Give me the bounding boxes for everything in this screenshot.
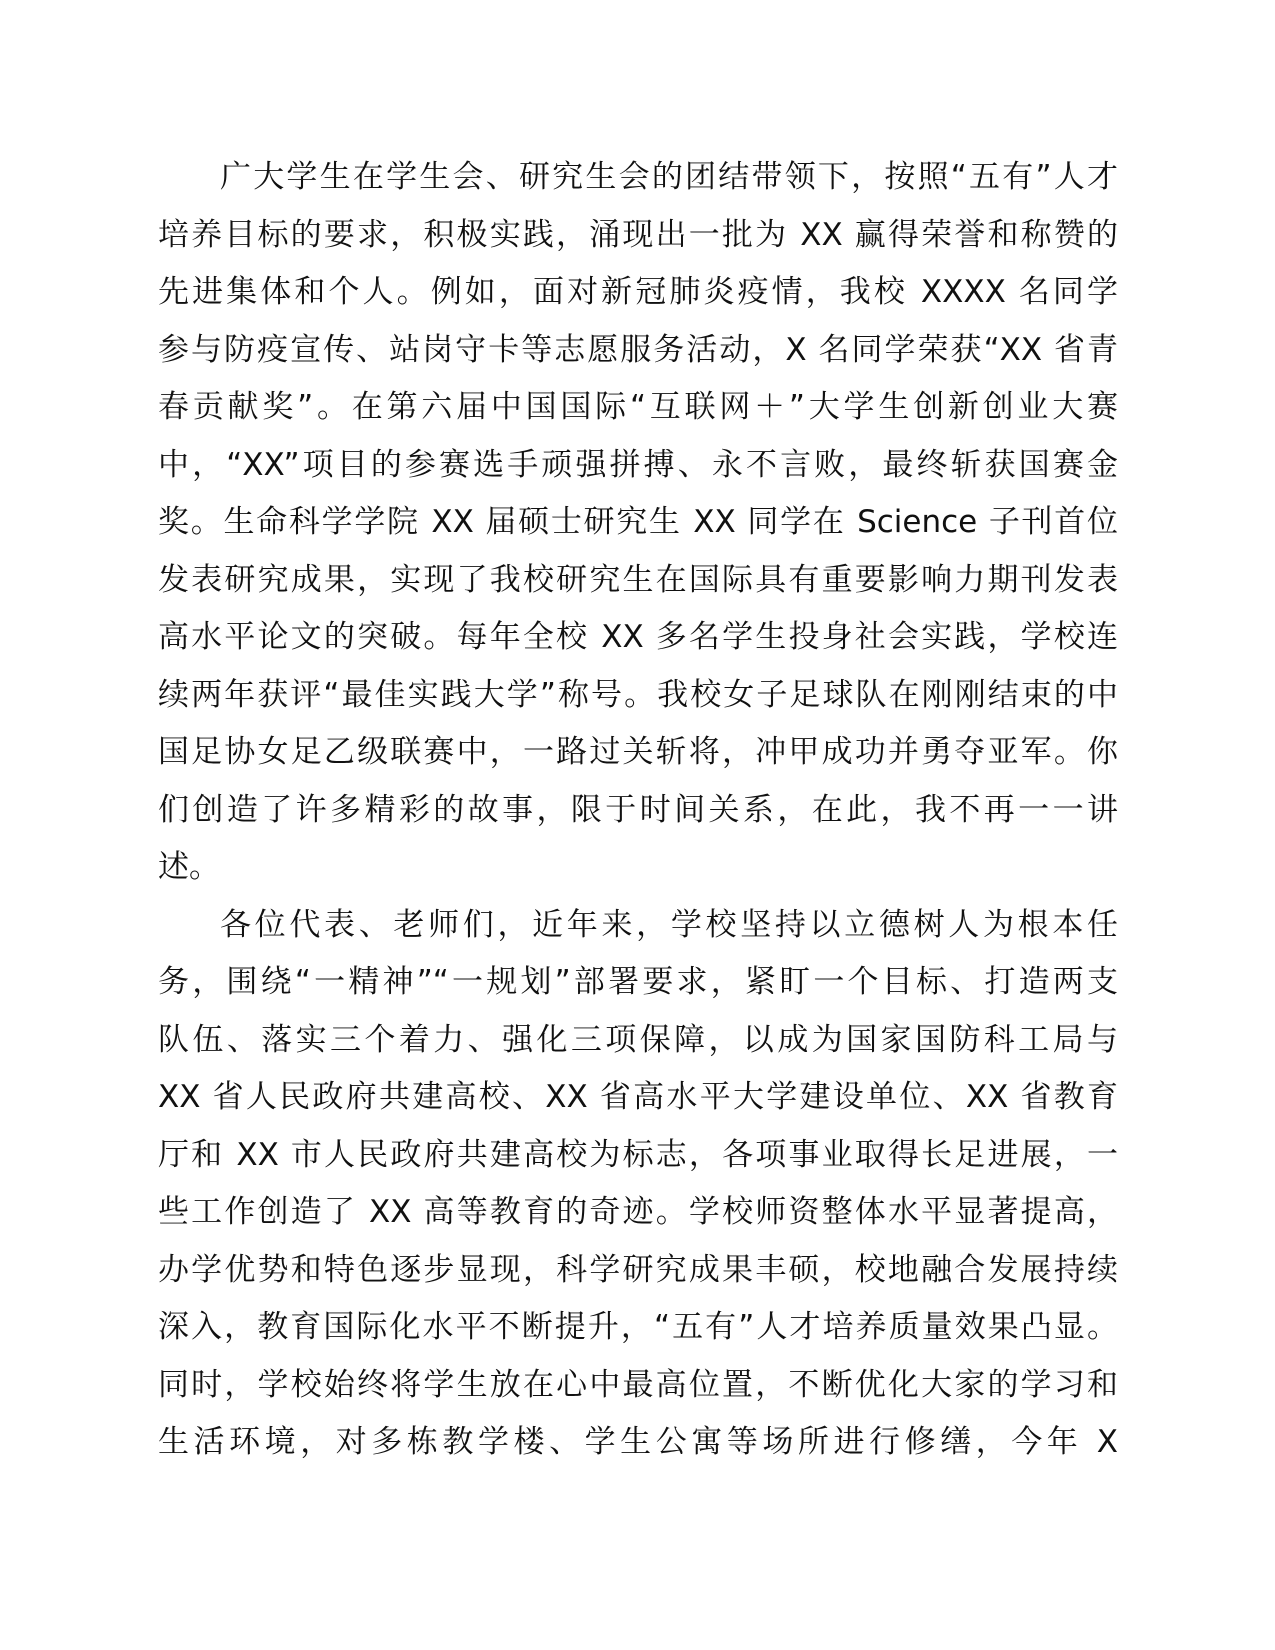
text-line: 续两年获评“最佳实践大学”称号。我校女子足球队在刚刚结束的中	[158, 676, 1118, 713]
text-line: 各位代表、老师们，近年来，学校坚持以立德树人为根本任	[220, 906, 1118, 943]
text-line: 奖。生命科学学院 XX 届硕士研究生 XX 同学在 Science 子刊首位	[158, 504, 1118, 540]
text-line: 培养目标的要求，积极实践，涌现出一批为 XX 赢得荣誉和称赞的	[158, 216, 1118, 253]
text-line: 中，“XX”项目的参赛选手顽强拼搏、永不言败，最终斩获国赛金	[158, 446, 1118, 483]
text-line: 务，围绕“一精神”“一规划”部署要求，紧盯一个目标、打造两支	[158, 964, 1118, 1000]
text-line: 生活环境，对多栋教学楼、学生公寓等场所进行修缮，今年 X	[158, 1424, 1118, 1460]
paragraph-student-achievements	[158, 149, 1118, 897]
text-line: 春贡献奖”。在第六届中国国际“互联网＋”大学生创新创业大赛	[158, 389, 1118, 425]
text-line: 参与防疫宣传、站岗守卡等志愿服务活动，X 名同学荣获“XX 省青	[158, 331, 1118, 368]
text-line: 办学优势和特色逐步显现，科学研究成果丰硕，校地融合发展持续	[158, 1251, 1118, 1288]
text-line: 深入，教育国际化水平不断提升，“五有”人才培养质量效果凸显。	[158, 1309, 1118, 1345]
text-line: 些工作创造了 XX 高等教育的奇迹。学校师资整体水平显著提高，	[158, 1194, 1118, 1230]
paragraph-school-progress	[158, 897, 1118, 1472]
text-line: 同时，学校始终将学生放在心中最高位置，不断优化大家的学习和	[158, 1366, 1118, 1403]
text-line: 先进集体和个人。例如，面对新冠肺炎疫情，我校 XXXX 名同学	[158, 274, 1118, 310]
text-line: 述。	[158, 849, 220, 885]
document-body	[158, 149, 1118, 1472]
text-line: 国足协女足乙级联赛中，一路过关斩将，冲甲成功并勇夺亚军。你	[158, 734, 1118, 770]
text-line: 队伍、落实三个着力、强化三项保障，以成为国家国防科工局与	[158, 1021, 1118, 1058]
text-line: 广大学生在学生会、研究生会的团结带领下，按照“五有”人才	[220, 159, 1118, 195]
text-line: 发表研究成果，实现了我校研究生在国际具有重要影响力期刊发表	[158, 561, 1118, 598]
text-line: 厅和 XX 市人民政府共建高校为标志，各项事业取得长足进展，一	[158, 1136, 1118, 1173]
text-line: XX 省人民政府共建高校、XX 省高水平大学建设单位、XX 省教育	[158, 1079, 1118, 1115]
text-line: 高水平论文的突破。每年全校 XX 多名学生投身社会实践，学校连	[158, 619, 1118, 655]
text-line: 们创造了许多精彩的故事，限于时间关系，在此，我不再一一讲	[158, 791, 1118, 828]
